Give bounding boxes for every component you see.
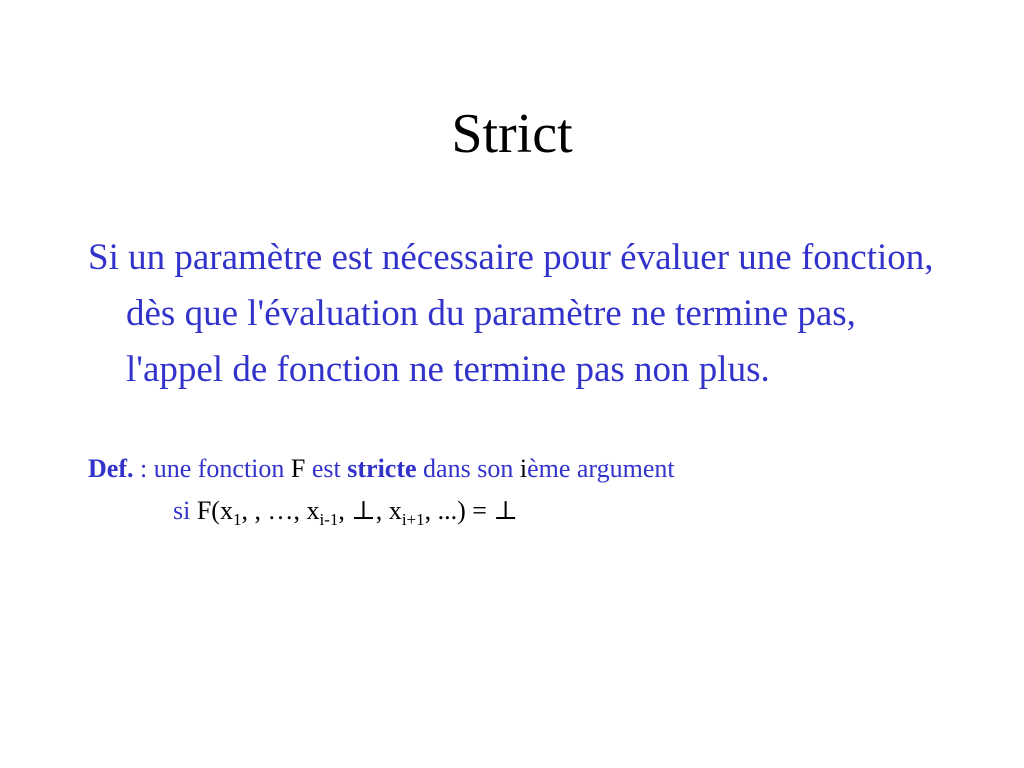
subscript-i-plus-1: i+1 [401, 510, 425, 529]
definition-line-2 [173, 493, 873, 529]
subscript-1: 1 [232, 510, 242, 529]
formula-part-2: , , …, x [241, 496, 320, 525]
definition-label: Def. [88, 454, 134, 483]
definition-text-4: ème argument [527, 454, 675, 483]
function-symbol: F [290, 454, 306, 483]
definition-text-1: : une fonction [133, 454, 291, 483]
formula-open: F(x [196, 496, 233, 525]
definition-line-1 [88, 451, 918, 487]
si-word: si [173, 496, 197, 525]
subscript-i-minus-1: i-1 [319, 510, 339, 529]
formula-part-3: , ⊥, x [338, 496, 402, 525]
main-paragraph: Si un paramètre est nécessaire pour évaluer une fonction, dès que l'évaluation du paramètre ne termine pas, l'appel de fonction ne termine pas non plus. [88, 237, 934, 390]
stricte-keyword: stricte [347, 454, 417, 483]
slide-title: Strict [451, 103, 573, 165]
index-i: i [519, 454, 528, 483]
formula [196, 496, 518, 529]
definition-text-3: dans son [416, 454, 520, 483]
definition-text-2: est [305, 454, 348, 483]
formula-part-4: , ...) = ⊥ [424, 496, 518, 525]
